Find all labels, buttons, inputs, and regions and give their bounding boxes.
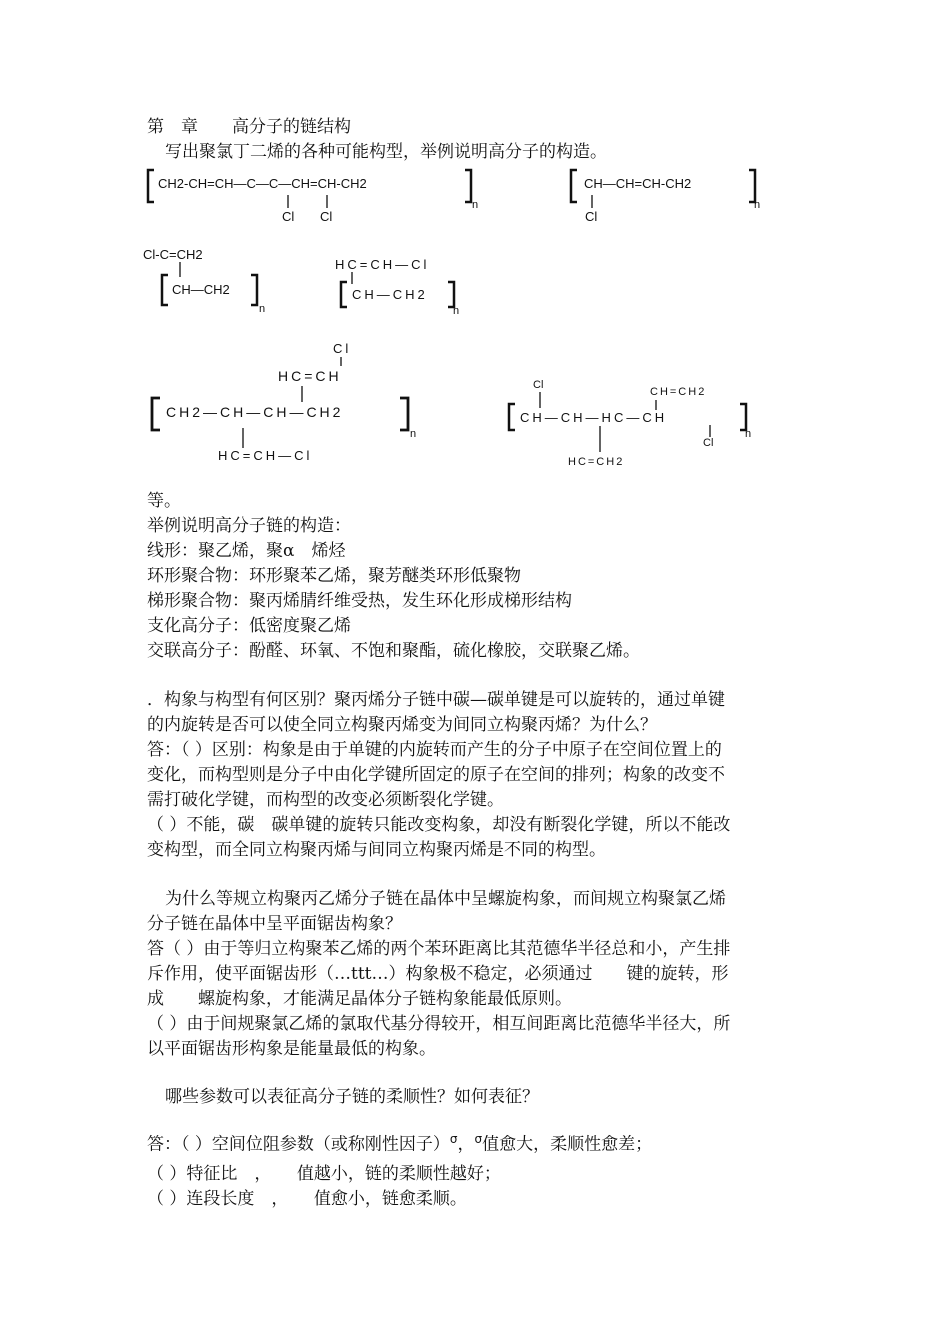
- s2-main-chain: CH—CH=CH-CH2: [584, 176, 692, 191]
- q4-question: 哪些参数可以表征高分子链的柔顺性？如何表征？: [165, 1087, 539, 1107]
- s4-right-bracket: [448, 282, 454, 307]
- q2-line: 变化，而构型则是分子中由化学键所固定的原子在空间的排列；构象的改变不: [147, 765, 725, 785]
- s1-cl-a: Cl: [282, 209, 295, 224]
- deng-text: 等。: [147, 491, 181, 511]
- s5-bottom-group: HC=CH—Cl: [218, 448, 313, 463]
- q3-line: 成 螺旋构象，才能满足晶体分子链构象能最低原则。: [147, 989, 572, 1009]
- q2-line: 的内旋转是否可以使全同立构聚丙烯变为间同立构聚丙烯？为什么？: [147, 715, 657, 735]
- q4-answer-2: （ ）特征比 ， 值越小，链的柔顺性越好；: [147, 1164, 501, 1184]
- example-line: 线形：聚乙烯，聚α 烯烃: [147, 541, 346, 561]
- s6-cl-top: Cl: [533, 379, 544, 391]
- s4-subscript-n: n: [453, 305, 460, 317]
- s2-right-bracket: [749, 170, 755, 202]
- s4-top-group: HC=CH—Cl: [335, 257, 430, 272]
- example-line: 环形聚合物：环形聚苯乙烯，聚芳醚类环形低聚物: [147, 566, 521, 586]
- s5-subscript-n: n: [410, 428, 417, 440]
- s5-left-bracket: [152, 398, 160, 430]
- s3-main-chain: CH—CH2: [172, 282, 230, 297]
- q3-line: 为什么等规立构聚丙乙烯分子链在晶体中呈螺旋构象，而间规立构聚氯乙烯: [165, 889, 726, 909]
- s4-left-bracket: [341, 282, 347, 307]
- example-line: 梯形聚合物：聚丙烯腈纤维受热，发生环化形成梯形结构: [147, 591, 572, 611]
- s6-left-bracket: [509, 404, 515, 430]
- example-line: 交联高分子：酚醛、环氧、不饱和聚酯，硫化橡胶，交联聚乙烯。: [147, 641, 640, 661]
- s3-left-bracket: [162, 275, 168, 305]
- q3-line: 斥作用，使平面锯齿形（…ttt…）构象极不稳定，必须通过 键的旋转，形: [147, 964, 729, 984]
- q4-answer-3: （ ）连段长度 ， 值愈小，链愈柔顺。: [147, 1189, 467, 1209]
- s4-main-chain: CH—CH2: [352, 287, 428, 302]
- q3-line: 答（ ）由于等归立构聚苯乙烯的两个苯环距离比其范德华半径总和小，产生排: [147, 939, 731, 959]
- q3-line: 以平面锯齿形构象是能量最低的构象。: [147, 1039, 436, 1059]
- question-1: 写出聚氯丁二烯的各种可能构型，举例说明高分子的构造。: [165, 142, 607, 162]
- q4-answer-1-comma: ，: [457, 1134, 475, 1155]
- q2-line: 变构型，而全同立构聚丙烯与间同立构聚丙烯是不同的构型。: [147, 840, 606, 860]
- s3-top-group: Cl-C=CH2: [143, 247, 203, 262]
- q4-answer-1: [147, 1127, 652, 1157]
- s1-left-bracket: [148, 170, 154, 202]
- s1-right-bracket: [465, 170, 471, 202]
- q2-line: ．构象与构型有何区别？聚丙烯分子链中碳—碳单键是可以旋转的，通过单键: [147, 690, 725, 710]
- s5-main-chain: CH2—CH—CH—CH2: [166, 404, 344, 420]
- s2-left-bracket: [571, 170, 577, 202]
- s5-top-cl: Cl: [333, 341, 352, 356]
- s6-bottom-group: HC=CH2: [568, 456, 625, 468]
- sigma-symbol: σ: [474, 1132, 483, 1146]
- s1-main-chain: CH2-CH=CH—C—C—CH=CH-CH2: [158, 176, 367, 191]
- s2-cl: Cl: [585, 209, 598, 224]
- s3-right-bracket: [251, 275, 257, 305]
- s6-cl-bottom: Cl: [703, 437, 714, 449]
- s5-top-group: HC=CH: [278, 368, 342, 384]
- page-title: 第 章 高分子的链结构: [147, 117, 351, 137]
- examples-title: 举例说明高分子链的构造：: [147, 516, 351, 536]
- sigma-symbol: σ: [449, 1132, 458, 1146]
- q3-line: 分子链在晶体中呈平面锯齿构象？: [147, 914, 402, 934]
- s2-subscript-n: n: [754, 199, 761, 211]
- example-line: 支化高分子：低密度聚乙烯: [147, 616, 351, 636]
- s6-main-chain: CH—CH—HC—CH: [520, 410, 668, 425]
- s3-subscript-n: n: [259, 303, 266, 315]
- q4-answer-1-prefix: 答：（ ）空间位阻参数（或称刚性因子）: [147, 1134, 450, 1155]
- q2-line: 答：（ ）区别：构象是由于单键的内旋转而产生的分子中原子在空间位置上的: [147, 740, 722, 760]
- q2-line: 需打破化学键，而构型的改变必须断裂化学键。: [147, 790, 504, 810]
- s1-subscript-n: n: [472, 199, 479, 211]
- q3-line: （ ）由于间规聚氯乙烯的氯取代基分得较开，相互间距离比范德华半径大，所: [147, 1014, 731, 1034]
- s6-right-bracket: [740, 404, 746, 430]
- q4-answer-1-suffix: 值愈大，柔顺性愈差；: [482, 1134, 653, 1155]
- s6-subscript-n: n: [745, 428, 752, 440]
- s5-right-bracket: [400, 398, 408, 430]
- q2-line: （ ）不能，碳 碳单键的旋转只能改变构象，却没有断裂化学键，所以不能改: [147, 815, 731, 835]
- s1-cl-b: Cl: [320, 209, 333, 224]
- s6-top-group: CH=CH2: [650, 386, 707, 398]
